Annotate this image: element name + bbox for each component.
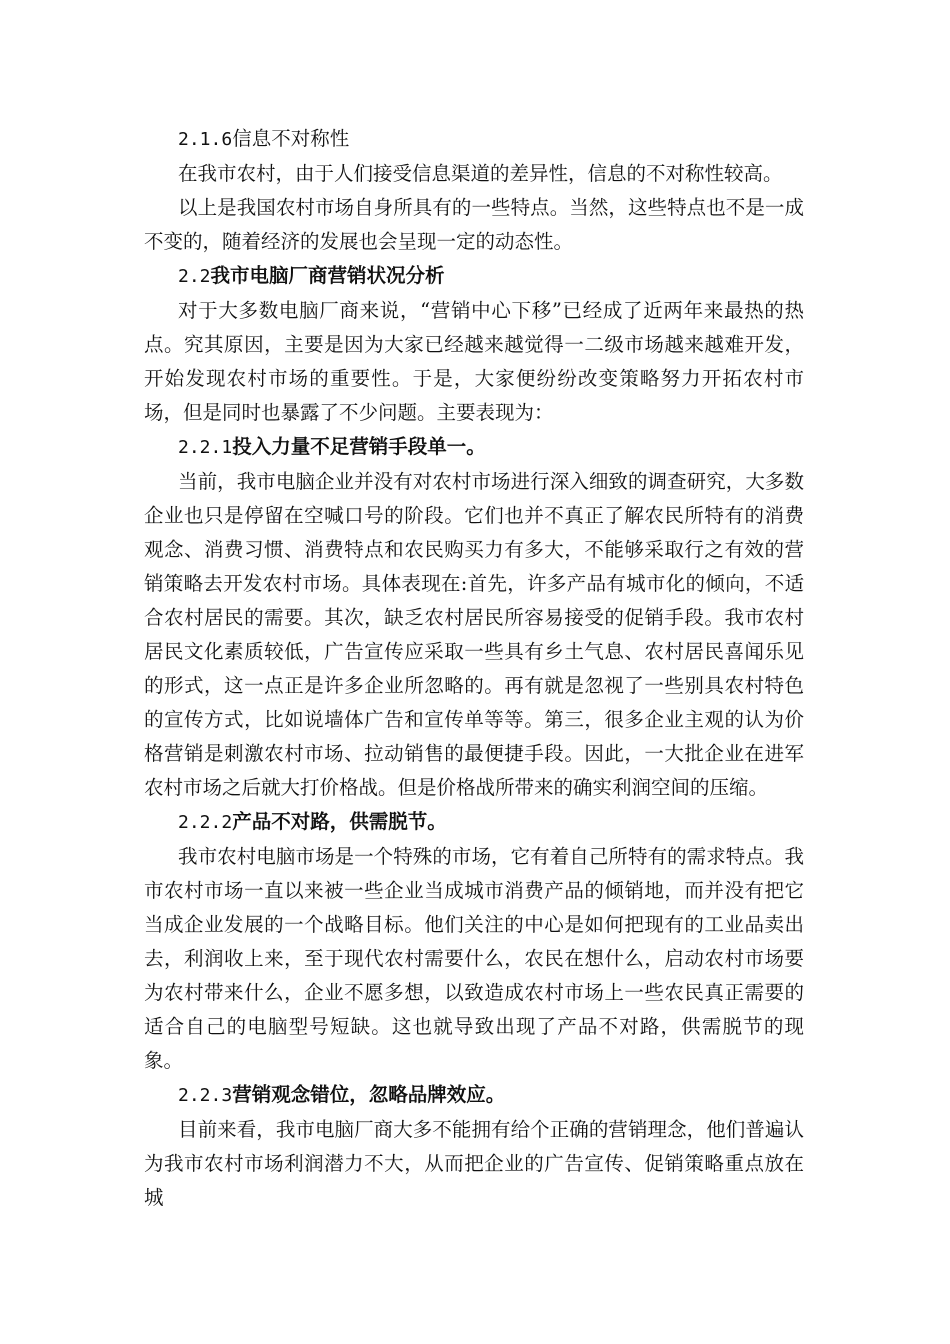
paragraph: 目前来看，我市电脑厂商大多不能拥有给个正确的营销理念，他们普遍认为我市农村市场利润潜力不大，从而把企业的广告宣传、促销策略重点放在城 <box>144 1118 804 1209</box>
section-title: 营销观念错位，忽略品牌效应。 <box>232 1083 506 1106</box>
section-heading-2-2-1 <box>144 430 804 465</box>
section-heading-2-2 <box>144 259 804 294</box>
section-title: 投入力量不足营销手段单一。 <box>232 435 486 458</box>
paragraph: 以上是我国农村市场自身所具有的一些特点。当然，这些特点也不是一成不变的，随着经济的发展也会呈现一定的动态性。 <box>144 196 804 253</box>
section-number: 2.2 <box>178 266 211 287</box>
section-number: 2.2.1 <box>178 437 233 458</box>
section-title: 我市电脑厂商营销状况分析 <box>210 264 445 287</box>
paragraph: 当前，我市电脑企业并没有对农村市场进行深入细致的调查研究，大多数企业也只是停留在空喊口号的阶段。它们也并不真正了解农民所特有的消费观念、消费习惯、消费特点和农民购买力有多大，不能够采取行之有效的营销策略去开发农村市场。具体表现在:首先，许多产品有城市化的倾向，不适合农村居民的需要。其次，缺乏农村居民所容易接受的促销手段。我市农村居民文化素质较低，广告宣传应采取一些具有乡土气息、农村居民喜闻乐见的形式，这一点正是许多企业所忽略的。再有就是忽视了一些别具农村特色的宣传方式，比如说墙体广告和宣传单等等。第三，很多企业主观的认为价格营销是刺激农村市场、拉动销售的最便捷手段。因此，一大批企业在进军农村市场之后就大打价格战。但是价格战所带来的确实利润空间的压缩。 <box>144 470 804 799</box>
document-body <box>144 122 804 1215</box>
paragraph: 在我市农村，由于人们接受信息渠道的差异性，信息的不对称性较高。 <box>178 162 783 185</box>
section-heading-2-1-6 <box>144 122 804 157</box>
paragraph: 我市农村电脑市场是一个特殊的市场，它有着自己所特有的需求特点。我市农村市场一直以来被一些企业当成城市消费产品的倾销地，而并没有把它当成企业发展的一个战略目标。他们关注的中心是如何把现有的工业品卖出去，利润收上来，至于现代农村需要什么，农民在想什么，启动农村市场要为农村带来什么，企业不愿多想，以致造成农村市场上一些农民真正需要的适合自己的电脑型号短缺。这也就导致出现了产品不对路，供需脱节的现象。 <box>144 845 804 1072</box>
section-number: 2.2.3 <box>178 1085 233 1106</box>
section-heading-2-2-3 <box>144 1078 804 1113</box>
paragraph: 对于大多数电脑厂商来说，“营销中心下移”已经成了近两年来最热的热点。究其原因，主要是因为大家已经越来越觉得一二级市场越来越难开发，开始发现农村市场的重要性。于是，大家便纷纷改变策略努力开拓农村市场，但是同时也暴露了不少问题。主要表现为： <box>144 299 804 424</box>
section-title: 信息不对称性 <box>232 127 350 150</box>
section-number: 2.2.2 <box>178 812 233 833</box>
section-heading-2-2-2 <box>144 805 804 840</box>
section-title: 产品不对路，供需脱节。 <box>232 810 447 833</box>
section-number: 2.1.6 <box>178 129 233 150</box>
